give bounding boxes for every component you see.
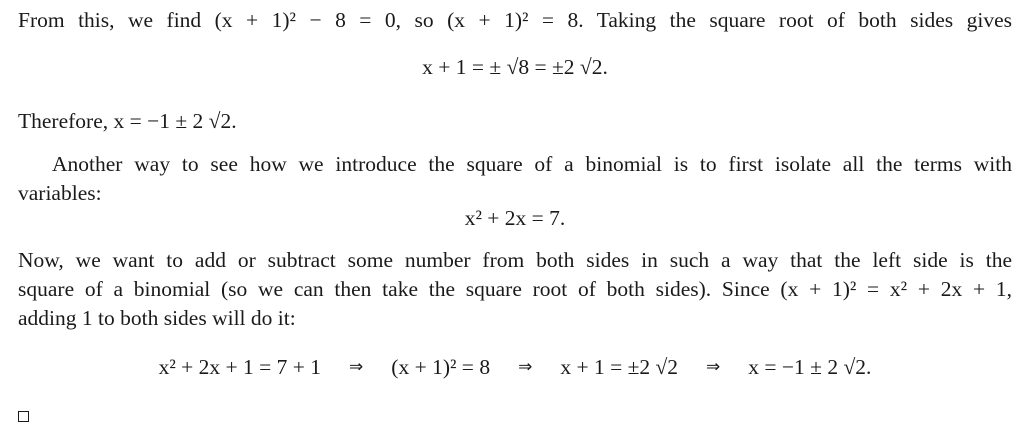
equation-chain [18, 356, 1012, 380]
equation-step: x = −1 ± 2 √2. [748, 355, 872, 379]
implies-arrow-icon: ⇒ [706, 357, 721, 377]
equation-step: x² + 2x + 1 = 7 + 1 [158, 355, 322, 379]
qed-square-icon [18, 411, 29, 422]
paragraph-line: square of a binomial (so we can then take the square root of both sides). Since (x + 1)² = x² + 2x + 1, [18, 277, 1012, 301]
paragraph-line: variables: [18, 181, 102, 205]
implies-arrow-icon: ⇒ [349, 357, 364, 377]
paragraph-line: Another way to see how we introduce the square of a binomial is to first isolate all the terms with [52, 152, 1012, 176]
document-page [18, 0, 1012, 428]
paragraph-line: Now, we want to add or subtract some number from both sides in such a way that the left side is the [18, 248, 1012, 272]
display-equation: x² + 2x = 7. [464, 206, 566, 230]
implies-arrow-icon: ⇒ [518, 357, 533, 377]
paragraph-line: adding 1 to both sides will do it: [18, 306, 296, 330]
display-equation: x + 1 = ± √8 = ±2 √2. [422, 55, 608, 79]
equation-step: (x + 1)² = 8 [391, 355, 491, 379]
equation-step: x + 1 = ±2 √2 [560, 355, 679, 379]
paragraph-line: Therefore, x = −1 ± 2 √2. [18, 109, 237, 133]
paragraph-line: From this, we find (x + 1)² − 8 = 0, so (x + 1)² = 8. Taking the square root of both sides gives [18, 8, 1012, 32]
